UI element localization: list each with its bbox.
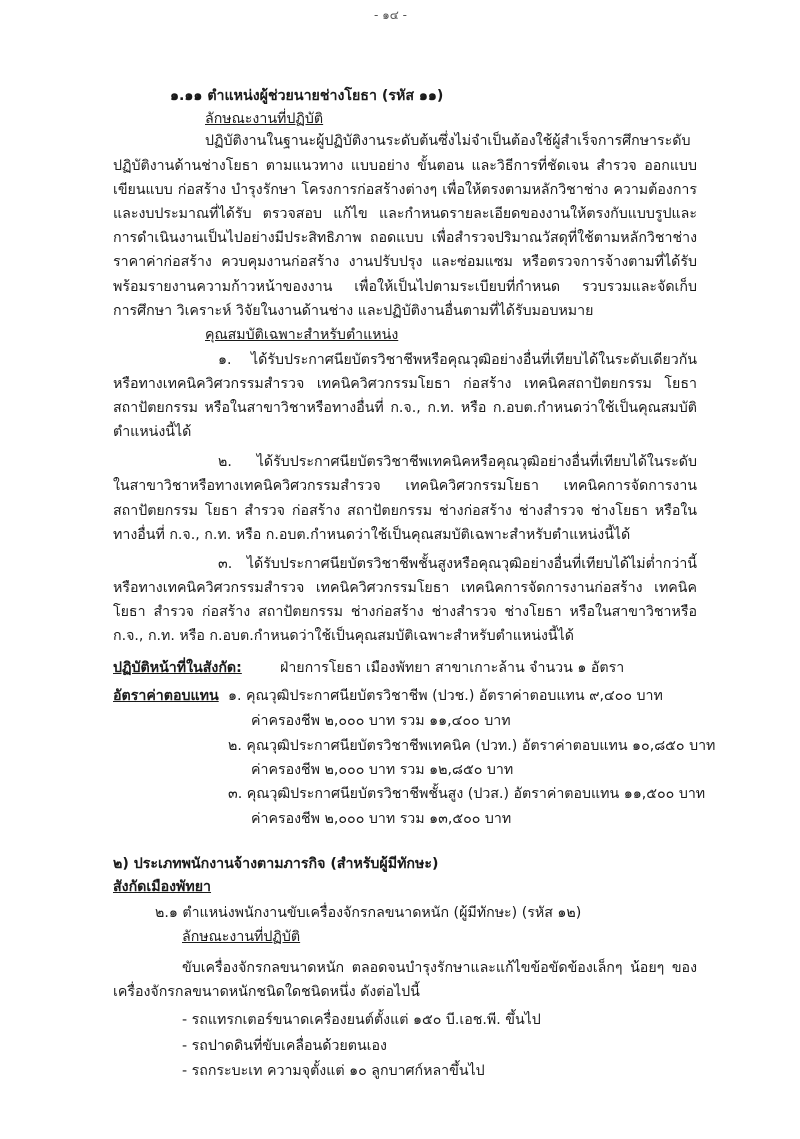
qualification-line: ก.จ., ก.ท. หรือ ก.อบต.กำหนดว่าใช้เป็นคุณสมบัติเฉพาะสำหรับตำแหน่งนี้ได้ <box>113 628 574 644</box>
qualification-line: ๓. ได้รับประกาศนียบัตรวิชาชีพชั้นสูงหรือคุณวุฒิอย่างอื่นที่เทียบได้ไม่ต่ำกว่านี้ <box>218 556 697 572</box>
qualification-line: ๑. ได้รับประกาศนียบัตรวิชาชีพหรือคุณวุฒิอย่างอื่นที่เทียบได้ในระดับเดียวกัน <box>218 352 697 368</box>
qualification-line: ๒. ได้รับประกาศนียบัตรวิชาชีพเทคนิคหรือคุณวุฒิอย่างอื่นที่เทียบได้ในระดับ <box>218 454 697 470</box>
pay-line: ๒. คุณวุฒิประกาศนียบัตรวิชาชีพเทคนิค (ปวท.) อัตราค่าตอบแทน ๑๐,๘๕๐ บาท <box>228 738 716 754</box>
duty-line: ปฏิบัติงานในฐานะผู้ปฏิบัติงานระดับต้นซึ่งไม่จำเป็นต้องใช้ผู้สำเร็จการศึกษาระดับ <box>205 133 691 149</box>
affiliation-heading: สังกัดเมืองพัทยา <box>113 879 212 895</box>
pay-line: ค่าครองชีพ ๒,๐๐๐ บาท รวม ๑๒,๘๕๐ บาท <box>251 762 514 778</box>
bullet-item: - รถกระบะเท ความจุตั้งแต่ ๑๐ ลูกบาศก์หลาขึ้นไป <box>182 1063 485 1079</box>
duty-line: การศึกษา วิเคราะห์ วิจัยในงานด้านช่าง และปฏิบัติงานอื่นตามที่ได้รับมอบหมาย <box>113 303 594 319</box>
qualification-line: หรือทางเทคนิควิศวกรรมสำรวจ เทคนิควิศวกรรมโยธา เทคนิคการจัดการงานก่อสร้าง เทคนิค <box>113 580 697 596</box>
posting-label: ปฏิบัติหน้าที่ในสังกัด: <box>113 660 242 676</box>
pay-line: ๑. คุณวุฒิประกาศนียบัตรวิชาชีพ (ปวช.) อัตราค่าตอบแทน ๙,๔๐๐ บาท <box>228 688 663 704</box>
duty-heading: ลักษณะงานที่ปฏิบัติ <box>182 929 301 945</box>
qualification-line: โยธา สำรวจ ก่อสร้าง สถาปัตยกรรม ช่างก่อสร้าง ช่างสำรวจ ช่างโยธา หรือในสาขาวิชาหรือ <box>113 604 697 620</box>
duty-line: การดำเนินงานเป็นไปอย่างมีประสิทธิภาพ ถอดแบบ เพื่อสำรวจปริมาณวัสดุที่ใช้ตามหลักวิชาช่าง <box>113 230 697 246</box>
pay-line: ๓. คุณวุฒิประกาศนียบัตรวิชาชีพชั้นสูง (ปวส.) อัตราค่าตอบแทน ๑๑,๕๐๐ บาท <box>228 786 706 802</box>
pay-line: ค่าครองชีพ ๒,๐๐๐ บาท รวม ๑๑,๔๐๐ บาท <box>251 713 511 729</box>
duty-heading: ลักษณะงานที่ปฏิบัติ <box>205 111 324 127</box>
position-heading: ๑.๑๑ ตำแหน่งผู้ช่วยนายช่างโยธา (รหัส ๑๑) <box>170 88 444 104</box>
bullet-item: - รถปาดดินที่ขับเคลื่อนด้วยตนเอง <box>182 1038 387 1054</box>
duty-line: ปฏิบัติงานด้านช่างโยธา ตามแนวทาง แบบอย่าง ขั้นตอน และวิธีการที่ชัดเจน สำรวจ ออกแบบ <box>113 158 697 174</box>
section-heading: ๒) ประเภทพนักงานจ้างตามภารกิจ (สำหรับผู้มีทักษะ) <box>113 856 439 872</box>
pay-label: อัตราค่าตอบแทน <box>113 688 219 704</box>
qualification-line: ในสาขาวิชาหรือทางเทคนิควิศวกรรมสำรวจ เทคนิควิศวกรรมโยธา เทคนิคการจัดการงาน <box>113 478 697 494</box>
qualification-line: ทางอื่นที่ ก.จ., ก.ท. หรือ ก.อบต.กำหนดว่าใช้เป็นคุณสมบัติเฉพาะสำหรับตำแหน่งนี้ได้ <box>113 527 631 543</box>
pay-line: ค่าครองชีพ ๒,๐๐๐ บาท รวม ๑๓,๕๐๐ บาท <box>251 811 512 827</box>
duty-line: เขียนแบบ ก่อสร้าง บำรุงรักษา โครงการก่อสร้างต่างๆ เพื่อให้ตรงตามหลักวิชาช่าง ความต้องการ <box>113 182 697 198</box>
qualification-heading: คุณสมบัติเฉพาะสำหรับตำแหน่ง <box>205 327 399 343</box>
page-number: - ๑๔ - <box>374 8 407 22</box>
duty-line: และงบประมาณที่ได้รับ ตรวจสอบ แก้ไข และกำหนดรายละเอียดของงานให้ตรงกับแบบรูปและ <box>113 206 697 222</box>
bullet-item: - รถแทรกเตอร์ขนาดเครื่องยนต์ตั้งแต่ ๑๕๐ บี.เอช.พี. ขึ้นไป <box>182 1012 541 1028</box>
duty-line: เครื่องจักรกลขนาดหนักชนิดใดชนิดหนึ่ง ดังต่อไปนี้ <box>113 984 420 1000</box>
position-heading: ๒.๑ ตำแหน่งพนักงานขับเครื่องจักรกลขนาดหนัก (ผู้มีทักษะ) (รหัส ๑๒) <box>155 905 582 921</box>
posting-value: ฝ่ายการโยธา เมืองพัทยา สาขาเกาะล้าน จำนวน ๑ อัตรา <box>280 660 625 676</box>
duty-line: ขับเครื่องจักรกลขนาดหนัก ตลอดจนบำรุงรักษาและแก้ไขข้อขัดข้องเล็กๆ น้อยๆ ของ <box>182 960 697 976</box>
qualification-line: สถาปัตยกรรม โยธา สำรวจ ก่อสร้าง สถาปัตยกรรม ช่างก่อสร้าง ช่างสำรวจ ช่างโยธา หรือใน <box>113 503 697 519</box>
qualification-line: สถาปัตยกรรม หรือในสาขาวิชาหรือทางอื่นที่ ก.จ., ก.ท. หรือ ก.อบต.กำหนดว่าใช้เป็นคุณสมบัติ <box>113 400 697 416</box>
qualification-line: ตำแหน่งนี้ได้ <box>113 424 192 440</box>
qualification-line: หรือทางเทคนิควิศวกรรมสำรวจ เทคนิควิศวกรรมโยธา ก่อสร้าง เทคนิคสถาปัตยกรรม โยธา <box>113 376 697 392</box>
duty-line: ราคาค่าก่อสร้าง ควบคุมงานก่อสร้าง งานปรับปรุง และซ่อมแซม หรือตรวจการจ้างตามที่ได้รับ <box>113 254 697 270</box>
duty-line: พร้อมรายงานความก้าวหน้าของงาน เพื่อให้เป็นไปตามระเบียบที่กำหนด รวบรวมและจัดเก็บ <box>113 279 697 295</box>
